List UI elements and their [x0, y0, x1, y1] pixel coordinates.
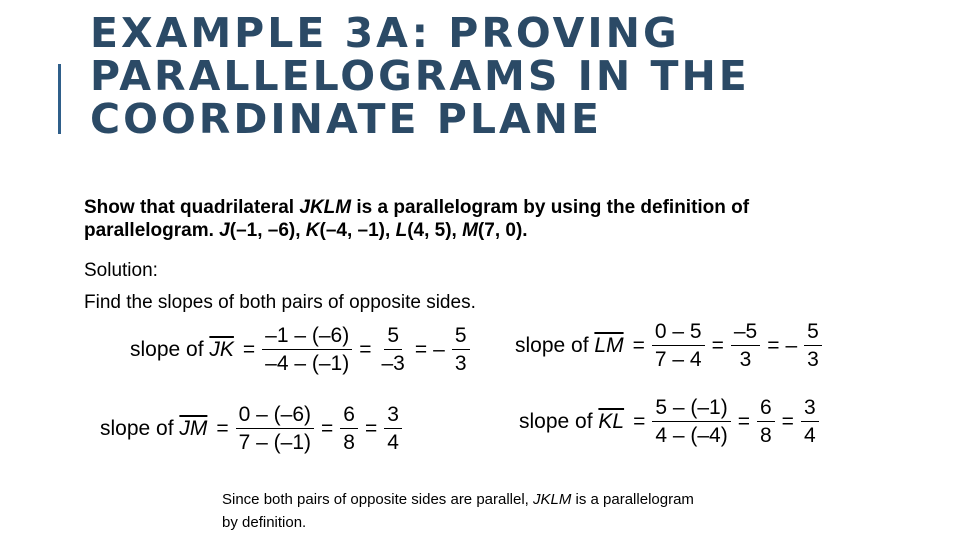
slope-jm-fraction-1 [236, 401, 314, 456]
problem-intro: Show that quadrilateral [84, 197, 300, 218]
fraction-denominator: 7 – 4 [654, 348, 702, 371]
title-line-2: PARALLELOGRAMS IN THE [90, 52, 750, 100]
fraction-denominator: –4 – (–1) [265, 352, 350, 375]
segment-jk: $\overline{JK}$ [209, 337, 234, 361]
slope-jm-fraction-2 [340, 401, 358, 456]
point-l-coords: (4, 5), [407, 220, 463, 241]
fraction-denominator: 8 [343, 431, 355, 454]
fraction-numerator: 0 – (–6) [236, 401, 314, 429]
point-m-coords: (7, 0). [477, 220, 528, 241]
solution-label: Solution: [84, 260, 158, 281]
fraction-numerator: 3 [801, 394, 819, 422]
instruction-text: Find the slopes of both pairs of opposite sides. [84, 292, 476, 313]
point-j-coords: (–1, –6), [229, 220, 306, 241]
conclusion-part-2: is a parallelogram by definition. [222, 491, 694, 531]
problem-statement [84, 196, 864, 242]
fraction-numerator: 5 [804, 318, 822, 346]
slope-jk-text: slope of [130, 337, 210, 361]
fraction-numerator: 5 [452, 322, 470, 350]
slope-kl-equation [519, 394, 823, 449]
fraction-denominator: 4 – (–4) [655, 424, 728, 447]
equals-sign: = [633, 409, 646, 433]
equals-sign: = [711, 333, 724, 357]
equals-sign: = [242, 337, 256, 361]
minus-sign: – [433, 337, 445, 361]
slope-lm-fraction-3 [804, 318, 822, 373]
slope-jm-equation [100, 401, 406, 456]
slope-jk-fraction-1 [262, 322, 352, 377]
conclusion-shape: JKLM [533, 491, 572, 508]
slope-lm-label [515, 334, 624, 358]
title-line-3: COORDINATE PLANE [90, 95, 602, 143]
slope-jm-text: slope of [100, 416, 180, 440]
fraction-numerator: 0 – 5 [652, 318, 705, 346]
slope-jk-label [130, 338, 234, 362]
slope-kl-fraction-3 [801, 394, 819, 449]
problem-shape: JKLM [299, 197, 352, 218]
slope-kl-fraction-1 [652, 394, 730, 449]
slope-jk-fraction-2 [379, 322, 408, 377]
title-accent-bar [58, 64, 61, 134]
equals-sign: = [414, 337, 428, 361]
equals-sign: = [364, 416, 378, 440]
slide-title [90, 9, 950, 143]
fraction-denominator: 4 [803, 424, 816, 447]
problem-mid: is a parallelogram by using the definition of parallelogram. [84, 197, 750, 241]
point-m-name: M [462, 220, 478, 241]
equals-sign: = [359, 337, 372, 361]
fraction-denominator: 3 [807, 348, 819, 371]
slope-jm-label [100, 417, 207, 441]
fraction-numerator: 5 [384, 322, 402, 350]
minus-sign: – [785, 333, 798, 357]
fraction-numerator: 6 [340, 401, 358, 429]
equals-sign: = [737, 409, 750, 433]
slope-lm-fraction-1 [652, 318, 705, 373]
equals-sign: = [321, 416, 334, 440]
fraction-denominator: 3 [454, 352, 467, 375]
fraction-numerator: –5 [731, 318, 760, 346]
conclusion-text [222, 488, 702, 534]
fraction-denominator: –3 [381, 352, 405, 375]
slope-jk-equation [130, 322, 474, 377]
slope-jk-fraction-3 [452, 322, 470, 377]
title-line-1: EXAMPLE 3A: PROVING [90, 9, 680, 57]
point-j-name: J [219, 220, 230, 241]
slope-kl-text: slope of [519, 409, 599, 433]
point-l-name: L [395, 220, 408, 241]
slope-lm-text: slope of [515, 333, 595, 357]
slope-lm-fraction-2 [731, 318, 760, 373]
slope-jm-fraction-3 [384, 401, 402, 456]
fraction-denominator: 4 [387, 431, 399, 454]
fraction-denominator: 3 [739, 348, 752, 371]
fraction-denominator: 8 [759, 424, 772, 447]
equals-sign: = [767, 333, 780, 357]
point-k-name: K [305, 220, 320, 241]
fraction-denominator: 7 – (–1) [238, 431, 312, 454]
fraction-numerator: 5 – (–1) [652, 394, 730, 422]
conclusion-part-1: Since both pairs of opposite sides are parallel, [222, 491, 534, 508]
point-k-coords: (–4, –1), [319, 220, 396, 241]
segment-jm: $\overline{JM}$ [179, 416, 208, 440]
equals-sign: = [632, 333, 645, 357]
fraction-numerator: 3 [384, 401, 402, 429]
slope-lm-equation [515, 318, 826, 373]
slope-kl-fraction-2 [757, 394, 775, 449]
fraction-numerator: 6 [757, 394, 775, 422]
fraction-numerator: –1 – (–6) [262, 322, 352, 350]
equals-sign: = [216, 416, 229, 440]
slope-kl-label [519, 410, 624, 434]
segment-kl: $\overline{KL}$ [598, 409, 625, 433]
equals-sign: = [781, 409, 794, 433]
segment-lm: $\overline{LM}$ [594, 333, 624, 357]
